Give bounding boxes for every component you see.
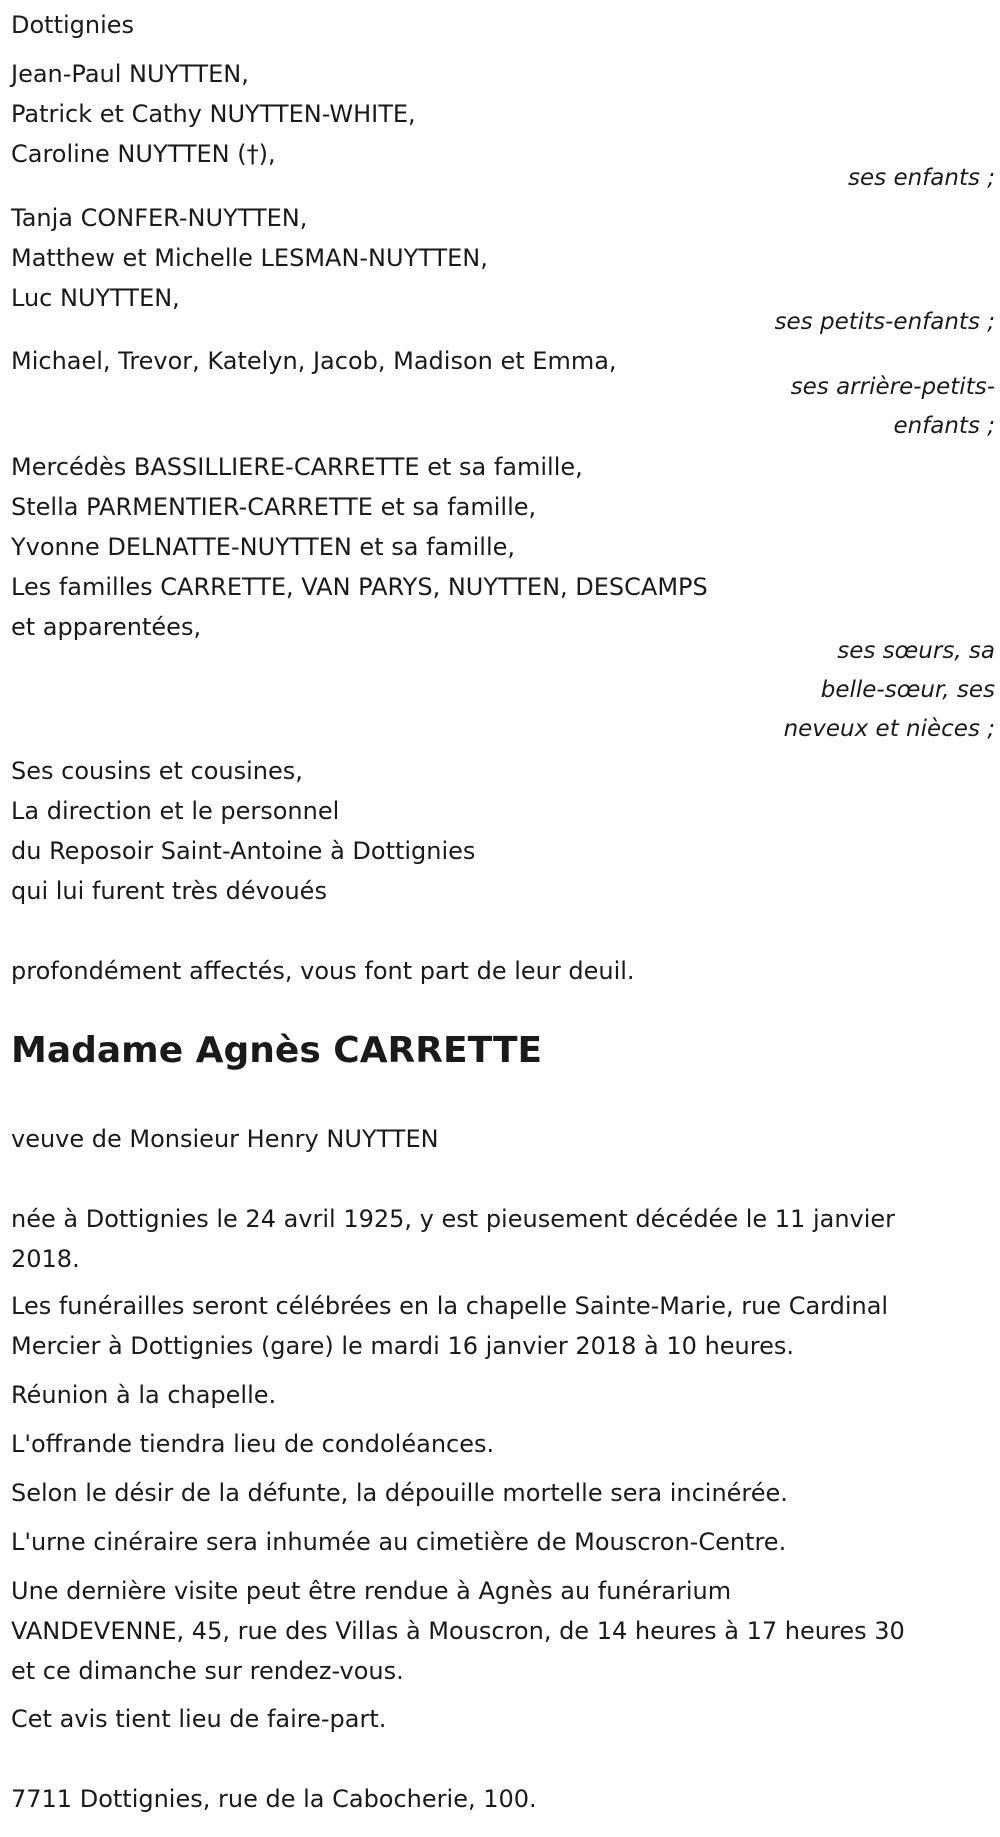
sibling-line: Les familles CARRETTE, VAN PARYS, NUYTTEN, DESCAMPS xyxy=(11,573,708,601)
grief-statement: profondément affectés, vous font part de leur deuil. xyxy=(11,957,635,985)
birth-death-line: née à Dottignies le 24 avril 1925, y est pieusement décédée le 11 janvier xyxy=(11,1205,896,1233)
sibling-line: et apparentées, xyxy=(11,613,202,641)
meeting-info: Réunion à la chapelle. xyxy=(11,1381,277,1409)
siblings-role: belle-sœur, ses xyxy=(820,677,995,703)
great-grandchildren-role: ses arrière-petits- xyxy=(790,374,995,400)
widow-of: veuve de Monsieur Henry NUYTTEN xyxy=(11,1125,439,1153)
visit-line: Une dernière visite peut être rendue à Agnès au funérarium xyxy=(11,1577,732,1605)
funeral-line: Les funérailles seront célébrées en la chapelle Sainte-Marie, rue Cardinal xyxy=(11,1292,889,1320)
notice-info: Cet avis tient lieu de faire-part. xyxy=(11,1705,387,1733)
great-grandchildren-role: enfants ; xyxy=(893,413,995,439)
great-grandchildren-line: Michael, Trevor, Katelyn, Jacob, Madison et Emma, xyxy=(11,347,617,375)
grandchild-line: Matthew et Michelle LESMAN-NUYTTEN, xyxy=(11,244,488,272)
other-mourners-line: Ses cousins et cousines, xyxy=(11,757,303,785)
visit-line: VANDEVENNE, 45, rue des Villas à Mouscron, de 14 heures à 17 heures 30 xyxy=(11,1617,905,1645)
siblings-role: neveux et nièces ; xyxy=(783,716,995,742)
other-mourners-line: qui lui furent très dévoués xyxy=(11,877,327,905)
child-line: Patrick et Cathy NUYTTEN-WHITE, xyxy=(11,100,416,128)
deceased-name: Madame Agnès CARRETTE xyxy=(11,1030,543,1071)
birth-death-line: 2018. xyxy=(11,1245,80,1273)
sibling-line: Yvonne DELNATTE-NUYTTEN et sa famille, xyxy=(11,533,516,561)
offering-info: L'offrande tiendra lieu de condoléances. xyxy=(11,1430,495,1458)
urn-info: L'urne cinéraire sera inhumée au cimetière de Mouscron-Centre. xyxy=(11,1528,787,1556)
place-heading: Dottignies xyxy=(11,11,135,39)
cremation-info: Selon le désir de la défunte, la dépouille mortelle sera incinérée. xyxy=(11,1479,788,1507)
grandchild-line: Luc NUYTTEN, xyxy=(11,284,180,312)
other-mourners-line: La direction et le personnel xyxy=(11,797,340,825)
grandchild-line: Tanja CONFER-NUYTTEN, xyxy=(11,204,308,232)
other-mourners-line: du Reposoir Saint-Antoine à Dottignies xyxy=(11,837,476,865)
sibling-line: Mercédès BASSILLIERE-CARRETTE et sa famille, xyxy=(11,453,583,481)
child-line: Jean-Paul NUYTTEN, xyxy=(11,60,249,88)
siblings-role: ses sœurs, sa xyxy=(837,638,995,664)
sibling-line: Stella PARMENTIER-CARRETTE et sa famille, xyxy=(11,493,537,521)
grandchildren-role: ses petits-enfants ; xyxy=(774,309,995,335)
visit-line: et ce dimanche sur rendez-vous. xyxy=(11,1657,404,1685)
child-line: Caroline NUYTTEN (†), xyxy=(11,140,276,168)
address: 7711 Dottignies, rue de la Cabocherie, 100. xyxy=(11,1785,537,1813)
funeral-line: Mercier à Dottignies (gare) le mardi 16 janvier 2018 à 10 heures. xyxy=(11,1332,794,1360)
children-role: ses enfants ; xyxy=(848,165,995,191)
